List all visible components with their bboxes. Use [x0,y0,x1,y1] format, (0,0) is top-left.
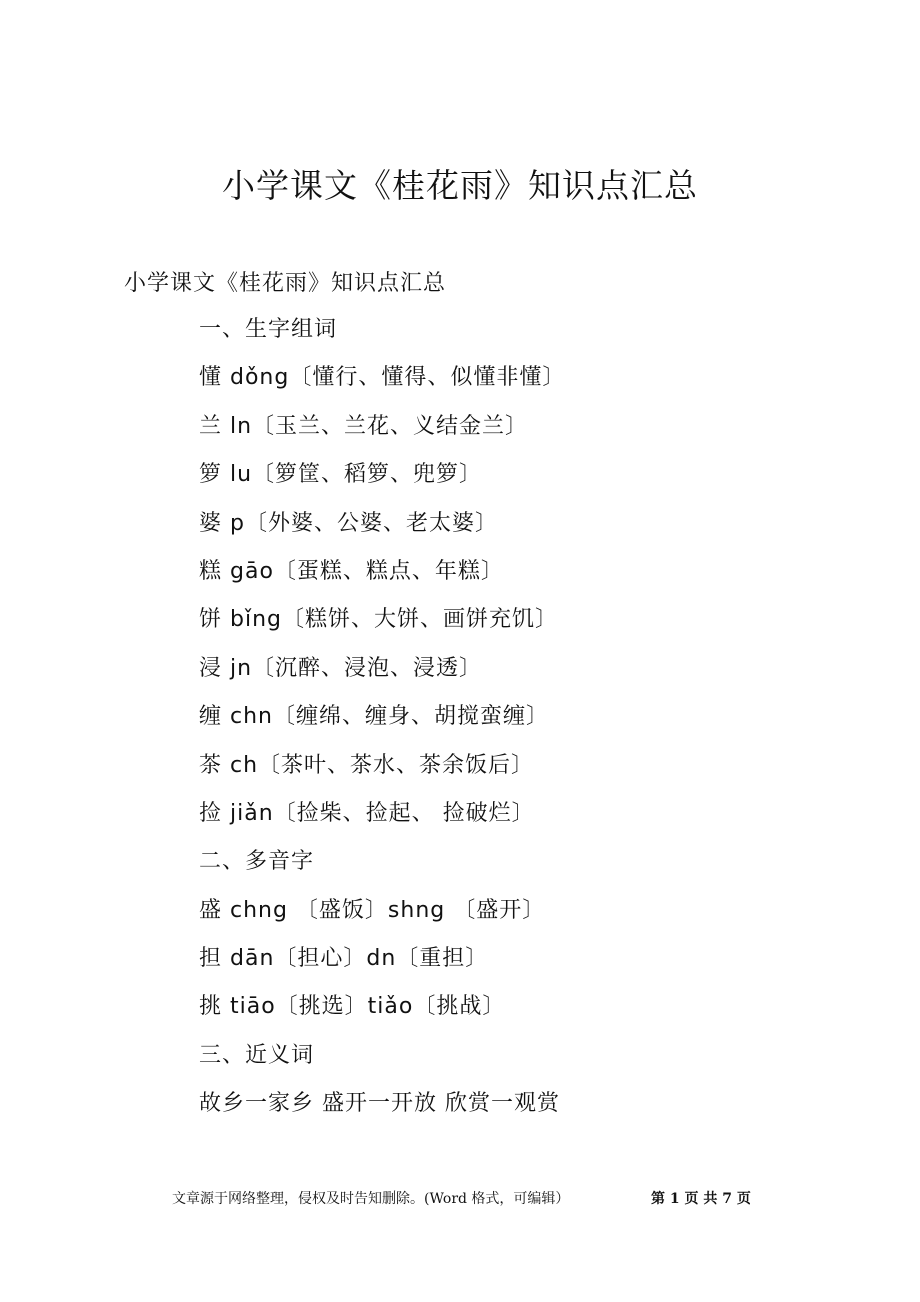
content-line: 茶 ch〔茶叶、茶水、茶余饭后〕 [199,752,535,778]
content-line: 捡 jiǎn〔捡柴、捡起、 捡破烂〕 [199,800,535,826]
content-line: 故乡一家乡 盛开一开放 欣赏一观赏 [199,1091,560,1117]
content-line: 挑 tiāo〔挑选〕tiǎo〔挑战〕 [199,994,506,1020]
content-line: 箩 lu〔箩筐、稻箩、兜箩〕 [199,462,483,488]
content-line: 浸 jn〔沉醉、浸泡、浸透〕 [199,655,483,681]
content-line: 兰 ln〔玉兰、兰花、义结金兰〕 [199,413,529,439]
page-footer [0,1188,920,1210]
section-heading: 三、近义词 [199,1042,315,1068]
section-heading: 二、多音字 [199,849,315,875]
content-lines [199,313,565,1136]
content-line: 盛 chng 〔盛饭〕shng 〔盛开〕 [199,897,546,923]
content-line: 糕 gāo〔蛋糕、糕点、年糕〕 [199,558,504,584]
content-line: 缠 chn〔缠绵、缠身、胡搅蛮缠〕 [199,704,549,730]
content-line: 婆 p〔外婆、公婆、老太婆〕 [199,510,498,536]
page-number: 第 1 页 共 7 页 [651,1191,751,1207]
content-line: 担 dān〔担心〕dn〔重担〕 [199,946,489,972]
content-line: 懂 dǒng〔懂行、懂得、似懂非懂〕 [199,365,566,391]
content-line: 饼 bǐng〔糕饼、大饼、画饼充饥〕 [199,607,558,633]
footer-note: 文章源于网络整理，侵权及时告知删除。(Word 格式，可编辑） [172,1191,570,1207]
intro-line: 小学课文《桂花雨》知识点汇总 [124,271,447,296]
document-title: 小学课文《桂花雨》知识点汇总 [222,166,698,205]
section-heading: 一、生字组词 [199,317,338,342]
